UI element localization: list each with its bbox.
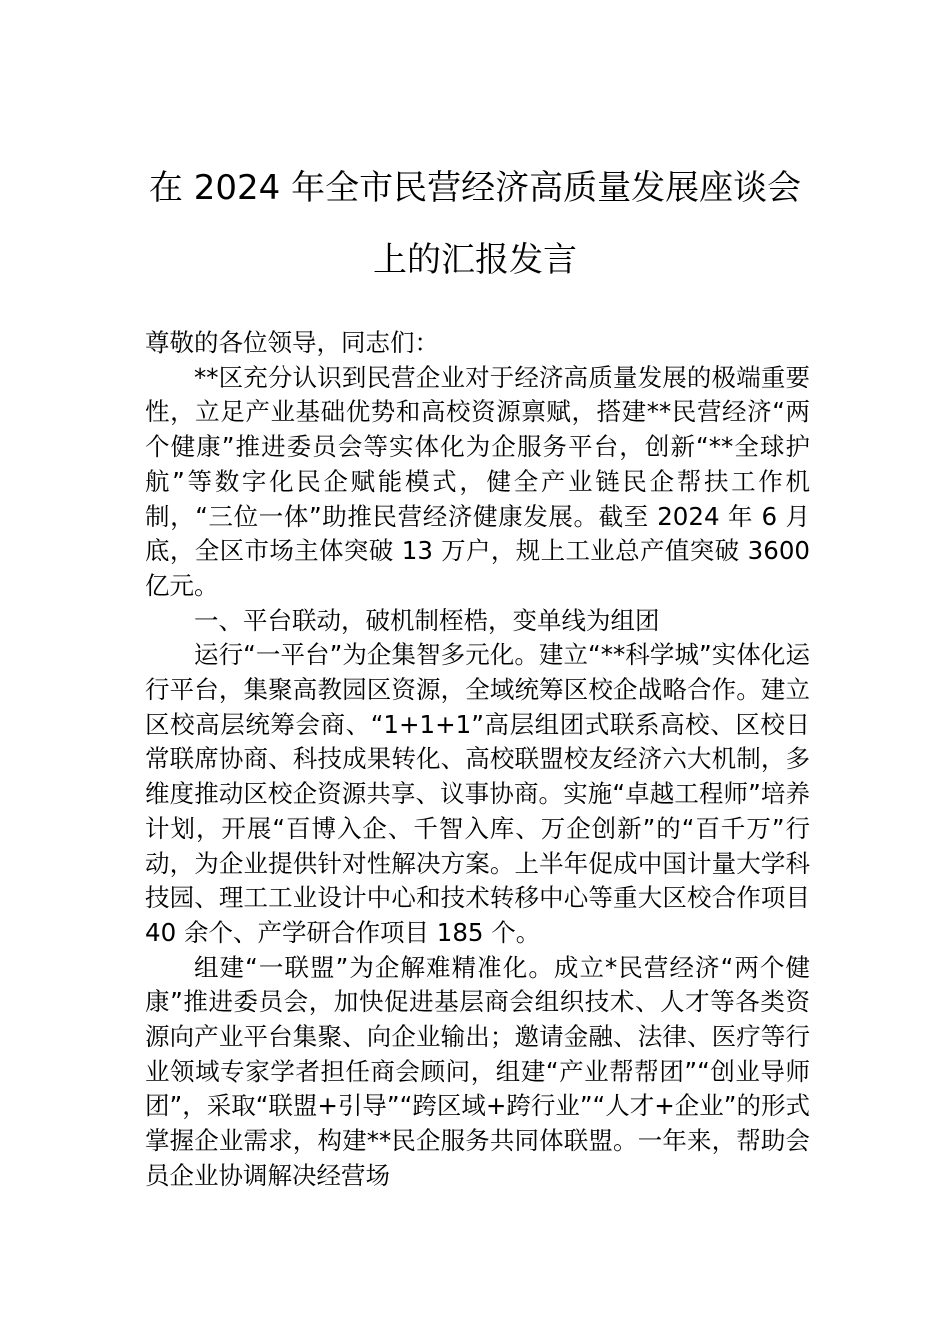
document-body: [145, 326, 810, 1194]
salutation: 尊敬的各位领导，同志们：: [145, 328, 439, 357]
document-title-line-1: 在 2024 年全市民营经济高质量发展座谈会: [148, 168, 802, 208]
paragraph-platform: 运行“一平台”为企集智多元化。建立“**科学城”实体化运行平台，集聚高教园区资源，全域统筹区校企战略合作。建立区校高层统筹会商、“1+1+1”高层组团式联系高校、区校日常联席协商、科技成果转化、高校联盟校友经济六大机制，多维度推动区校企资源共享、议事协商。实施“卓越工程师”培养计划，开展“百博入企、千智入库、万企创新”的“百千万”行动，为企业提供针对性解决方案。上半年促成中国计量大学科技园、理工工业设计中心和技术转移中心等重大区校合作项目 40 余个、产学研合作项目 185 个。: [145, 640, 810, 947]
section-heading-1: 一、平台联动，破机制桎梏，变单线为组团: [194, 605, 660, 635]
paragraph-intro: **区充分认识到民营企业对于经济高质量发展的极端重要性，立足产业基础优势和高校资源禀赋，搭建**民营经济“两个健康”推进委员会等实体化为企服务平台，创新“**全球护航”等数字化民企赋能模式，健全产业链民企帮扶工作机制，“三位一体”助推民营经济健康发展。截至 2024 年 6 月底，全区市场主体突破 13 万户，规上工业总产值突破 3600 亿元。: [145, 362, 810, 600]
document-title-line-2: 上的汇报发言: [373, 240, 577, 280]
paragraph-alliance: 组建“一联盟”为企解难精准化。成立*民营经济“两个健康”推进委员会，加快促进基层商会组织技术、人才等各类资源向产业平台集聚、向企业输出；邀请金融、法律、医疗等行业领域专家学者担任商会顾问，组建“产业帮帮团”“创业导师团”，采取“联盟+引导”“跨区域+跨行业”“人才+企业”的形式掌握企业需求，构建**民企服务共同体联盟。一年来，帮助会员企业协调解决经营场: [145, 952, 810, 1190]
